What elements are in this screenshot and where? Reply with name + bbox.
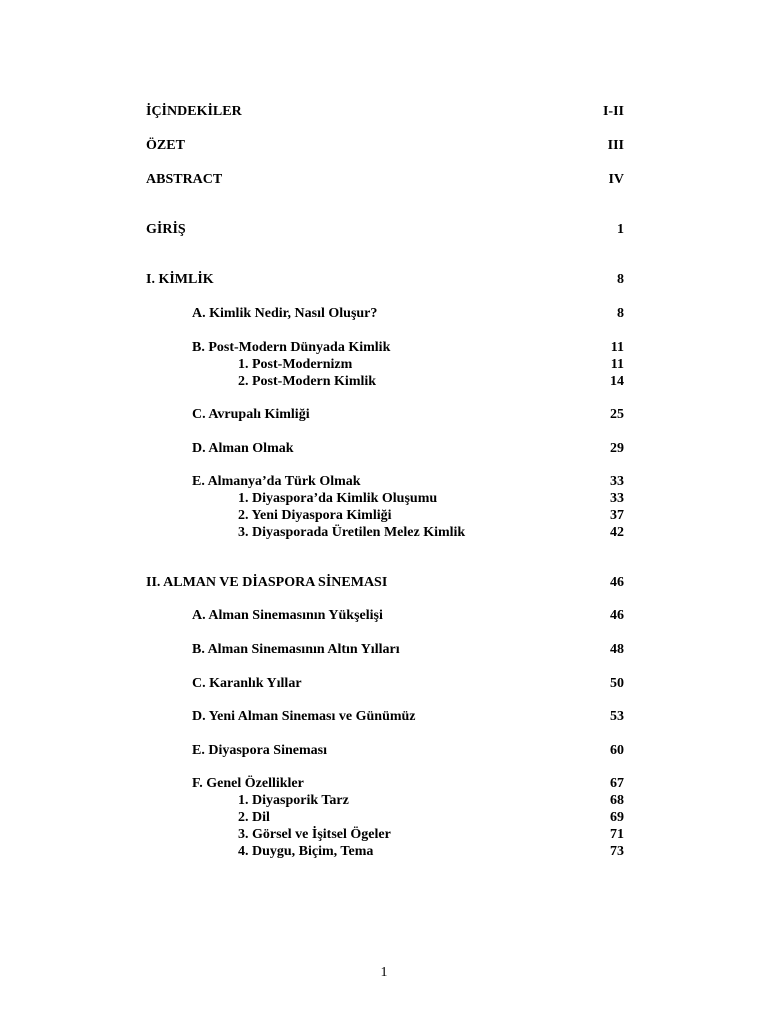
toc-entry-page: 42 <box>610 525 624 540</box>
toc-entry-page: 73 <box>610 844 624 859</box>
toc-entry <box>146 137 624 155</box>
toc-entry-page: 50 <box>610 676 624 691</box>
toc-entry <box>146 809 624 827</box>
toc-entry-title: GİRİŞ <box>146 222 186 237</box>
toc-entry-title: 3. Görsel ve İşitsel Ögeler <box>238 827 391 842</box>
toc-entry-page: 60 <box>610 743 624 758</box>
toc-entry-title: 2. Dil <box>238 810 270 825</box>
toc-entry <box>146 473 624 491</box>
toc-entry-page: 48 <box>610 642 624 657</box>
toc-entry-page: IV <box>608 172 624 187</box>
toc-entry-page: 1 <box>617 222 624 237</box>
toc-entry-title: E. Almanya’da Türk Olmak <box>192 474 361 489</box>
toc-entry <box>146 221 624 239</box>
toc-entry-title: İÇİNDEKİLER <box>146 104 242 119</box>
toc-entry-page: 46 <box>610 575 624 590</box>
toc-entry-page: 8 <box>617 272 624 287</box>
toc-entry <box>146 607 624 625</box>
toc-entry-title: 1. Diyaspora’da Kimlik Oluşumu <box>238 491 438 506</box>
toc-entry <box>146 574 624 592</box>
toc-entry-title: 1. Post-Modernizm <box>238 357 353 372</box>
toc-entry-title: D. Alman Olmak <box>192 441 294 456</box>
toc-entry-title: F. Genel Özellikler <box>192 776 304 791</box>
toc-entry-title: A. Kimlik Nedir, Nasıl Oluşur? <box>192 306 378 321</box>
toc-entry <box>146 490 624 508</box>
toc-entry <box>146 524 624 542</box>
toc-entry-title: 2. Yeni Diyaspora Kimliği <box>238 508 392 523</box>
toc-entry-title: B. Alman Sinemasının Altın Yılları <box>192 642 400 657</box>
toc-entry-title: 3. Diyasporada Üretilen Melez Kimlik <box>238 525 466 540</box>
toc-entry-title: C. Karanlık Yıllar <box>192 676 302 691</box>
toc-entry-title: II. ALMAN VE DİASPORA SİNEMASI <box>146 575 388 590</box>
toc-entry-page: 11 <box>610 340 624 355</box>
toc-entry <box>146 305 624 323</box>
toc-entry-title: 1. Diyasporik Tarz <box>238 793 349 808</box>
toc-entry-page: 14 <box>610 374 624 389</box>
toc-entry-page: III <box>607 138 624 153</box>
toc-entry <box>146 708 624 726</box>
toc-entry <box>146 356 624 374</box>
toc-entry-title: E. Diyaspora Sineması <box>192 743 327 758</box>
toc-entry-page: 68 <box>610 793 624 808</box>
toc-entry-title: A. Alman Sinemasının Yükşelişi <box>192 608 383 623</box>
toc-entry <box>146 641 624 659</box>
toc-entry-page: 11 <box>610 357 624 372</box>
toc-entry-page: 8 <box>617 306 624 321</box>
toc-entry-page: 33 <box>610 491 624 506</box>
toc-entry-title: ABSTRACT <box>146 172 223 187</box>
toc-entry-title: D. Yeni Alman Sineması ve Günümüz <box>192 709 416 724</box>
toc-entry <box>146 843 624 861</box>
page-number: 1 <box>380 965 388 980</box>
toc-entry <box>146 373 624 391</box>
toc-entry-page: 53 <box>610 709 624 724</box>
toc-entry <box>146 339 624 357</box>
toc-entry <box>146 742 624 760</box>
toc-entry <box>146 440 624 458</box>
toc-entry-page: 69 <box>610 810 624 825</box>
toc-entry-title: I. KİMLİK <box>146 272 214 287</box>
toc-entry <box>146 271 624 289</box>
toc-entry-page: 29 <box>610 441 624 456</box>
toc-entry-title: 2. Post-Modern Kimlik <box>238 374 377 389</box>
toc-entry-page: 37 <box>610 508 624 523</box>
toc-entry-page: 33 <box>610 474 624 489</box>
toc-entry-title: C. Avrupalı Kimliği <box>192 407 310 422</box>
toc-entry-title: ÖZET <box>146 138 185 153</box>
toc-entry <box>146 171 624 189</box>
toc-entry-title: B. Post-Modern Dünyada Kimlik <box>192 340 391 355</box>
toc-entry-page: I-II <box>602 104 624 119</box>
toc-entry-page: 67 <box>610 776 624 791</box>
toc-entry-page: 46 <box>610 608 624 623</box>
toc-entry <box>146 103 624 121</box>
toc-entry <box>146 675 624 693</box>
toc-entry <box>146 406 624 424</box>
toc-entry-page: 71 <box>610 827 624 842</box>
toc-entry-page: 25 <box>610 407 624 422</box>
toc-entry <box>146 792 624 810</box>
toc-entry <box>146 775 624 793</box>
toc-entry <box>146 826 624 844</box>
toc-entry-title: 4. Duygu, Biçim, Tema <box>238 844 374 859</box>
toc-entry <box>146 507 624 525</box>
